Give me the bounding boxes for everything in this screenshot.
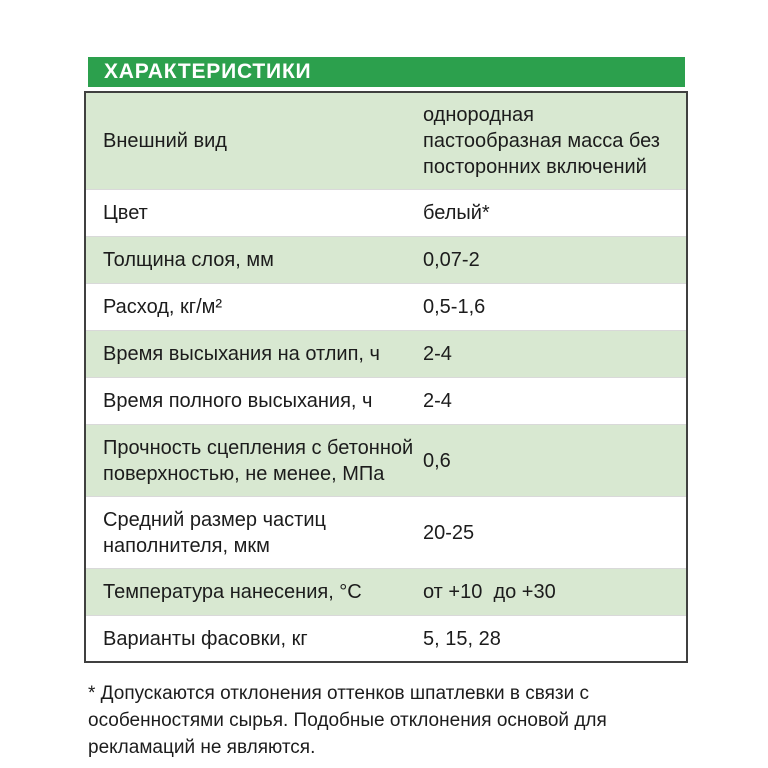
row-label: Внешний вид [103,130,227,152]
characteristics-table [84,91,688,663]
row-value: 0,5-1,6 [423,296,486,318]
row-label: Цвет [103,202,148,224]
row-value: 0,6 [423,449,451,472]
row-value: 20-25 [423,521,475,544]
row-value: от +10 до +30 [423,581,556,603]
row-value: 2-4 [423,343,452,365]
row-label: Средний размер частиц наполнителя, мкм [103,508,326,557]
section-title: ХАРАКТЕРИСТИКИ [104,60,312,83]
table-row [86,331,686,378]
table-row [86,284,686,331]
table-row [86,425,686,497]
row-value: 5, 15, 28 [423,627,501,650]
row-label: Варианты фасовки, кг [103,627,308,650]
section-header [88,57,685,87]
row-value: белый* [423,202,490,224]
row-label: Время высыхания на отлип, ч [103,343,380,365]
table-row [86,190,686,237]
table-row [86,569,686,616]
table-row [86,616,686,661]
table-row [86,237,686,284]
row-label: Прочность сцепления с бетонной поверхностью, не менее, МПа [103,436,414,485]
table-row [86,93,686,190]
row-label: Температура нанесения, °С [103,581,362,603]
row-value: однородная пастообразная масса без посторонних включений [423,104,666,178]
row-value: 2-4 [423,390,452,412]
row-label: Время полного высыхания, ч [103,390,373,412]
table-row [86,378,686,425]
footnote: * Допускаются отклонения оттенков шпатлевки в связи с особенностями сырья. Подобные отклонения основой для рекламаций не являются. [88,683,613,758]
row-label: Толщина слоя, мм [103,249,274,271]
row-label: Расход, кг/м² [103,296,223,318]
row-value: 0,07-2 [423,249,480,271]
table-row [86,497,686,569]
